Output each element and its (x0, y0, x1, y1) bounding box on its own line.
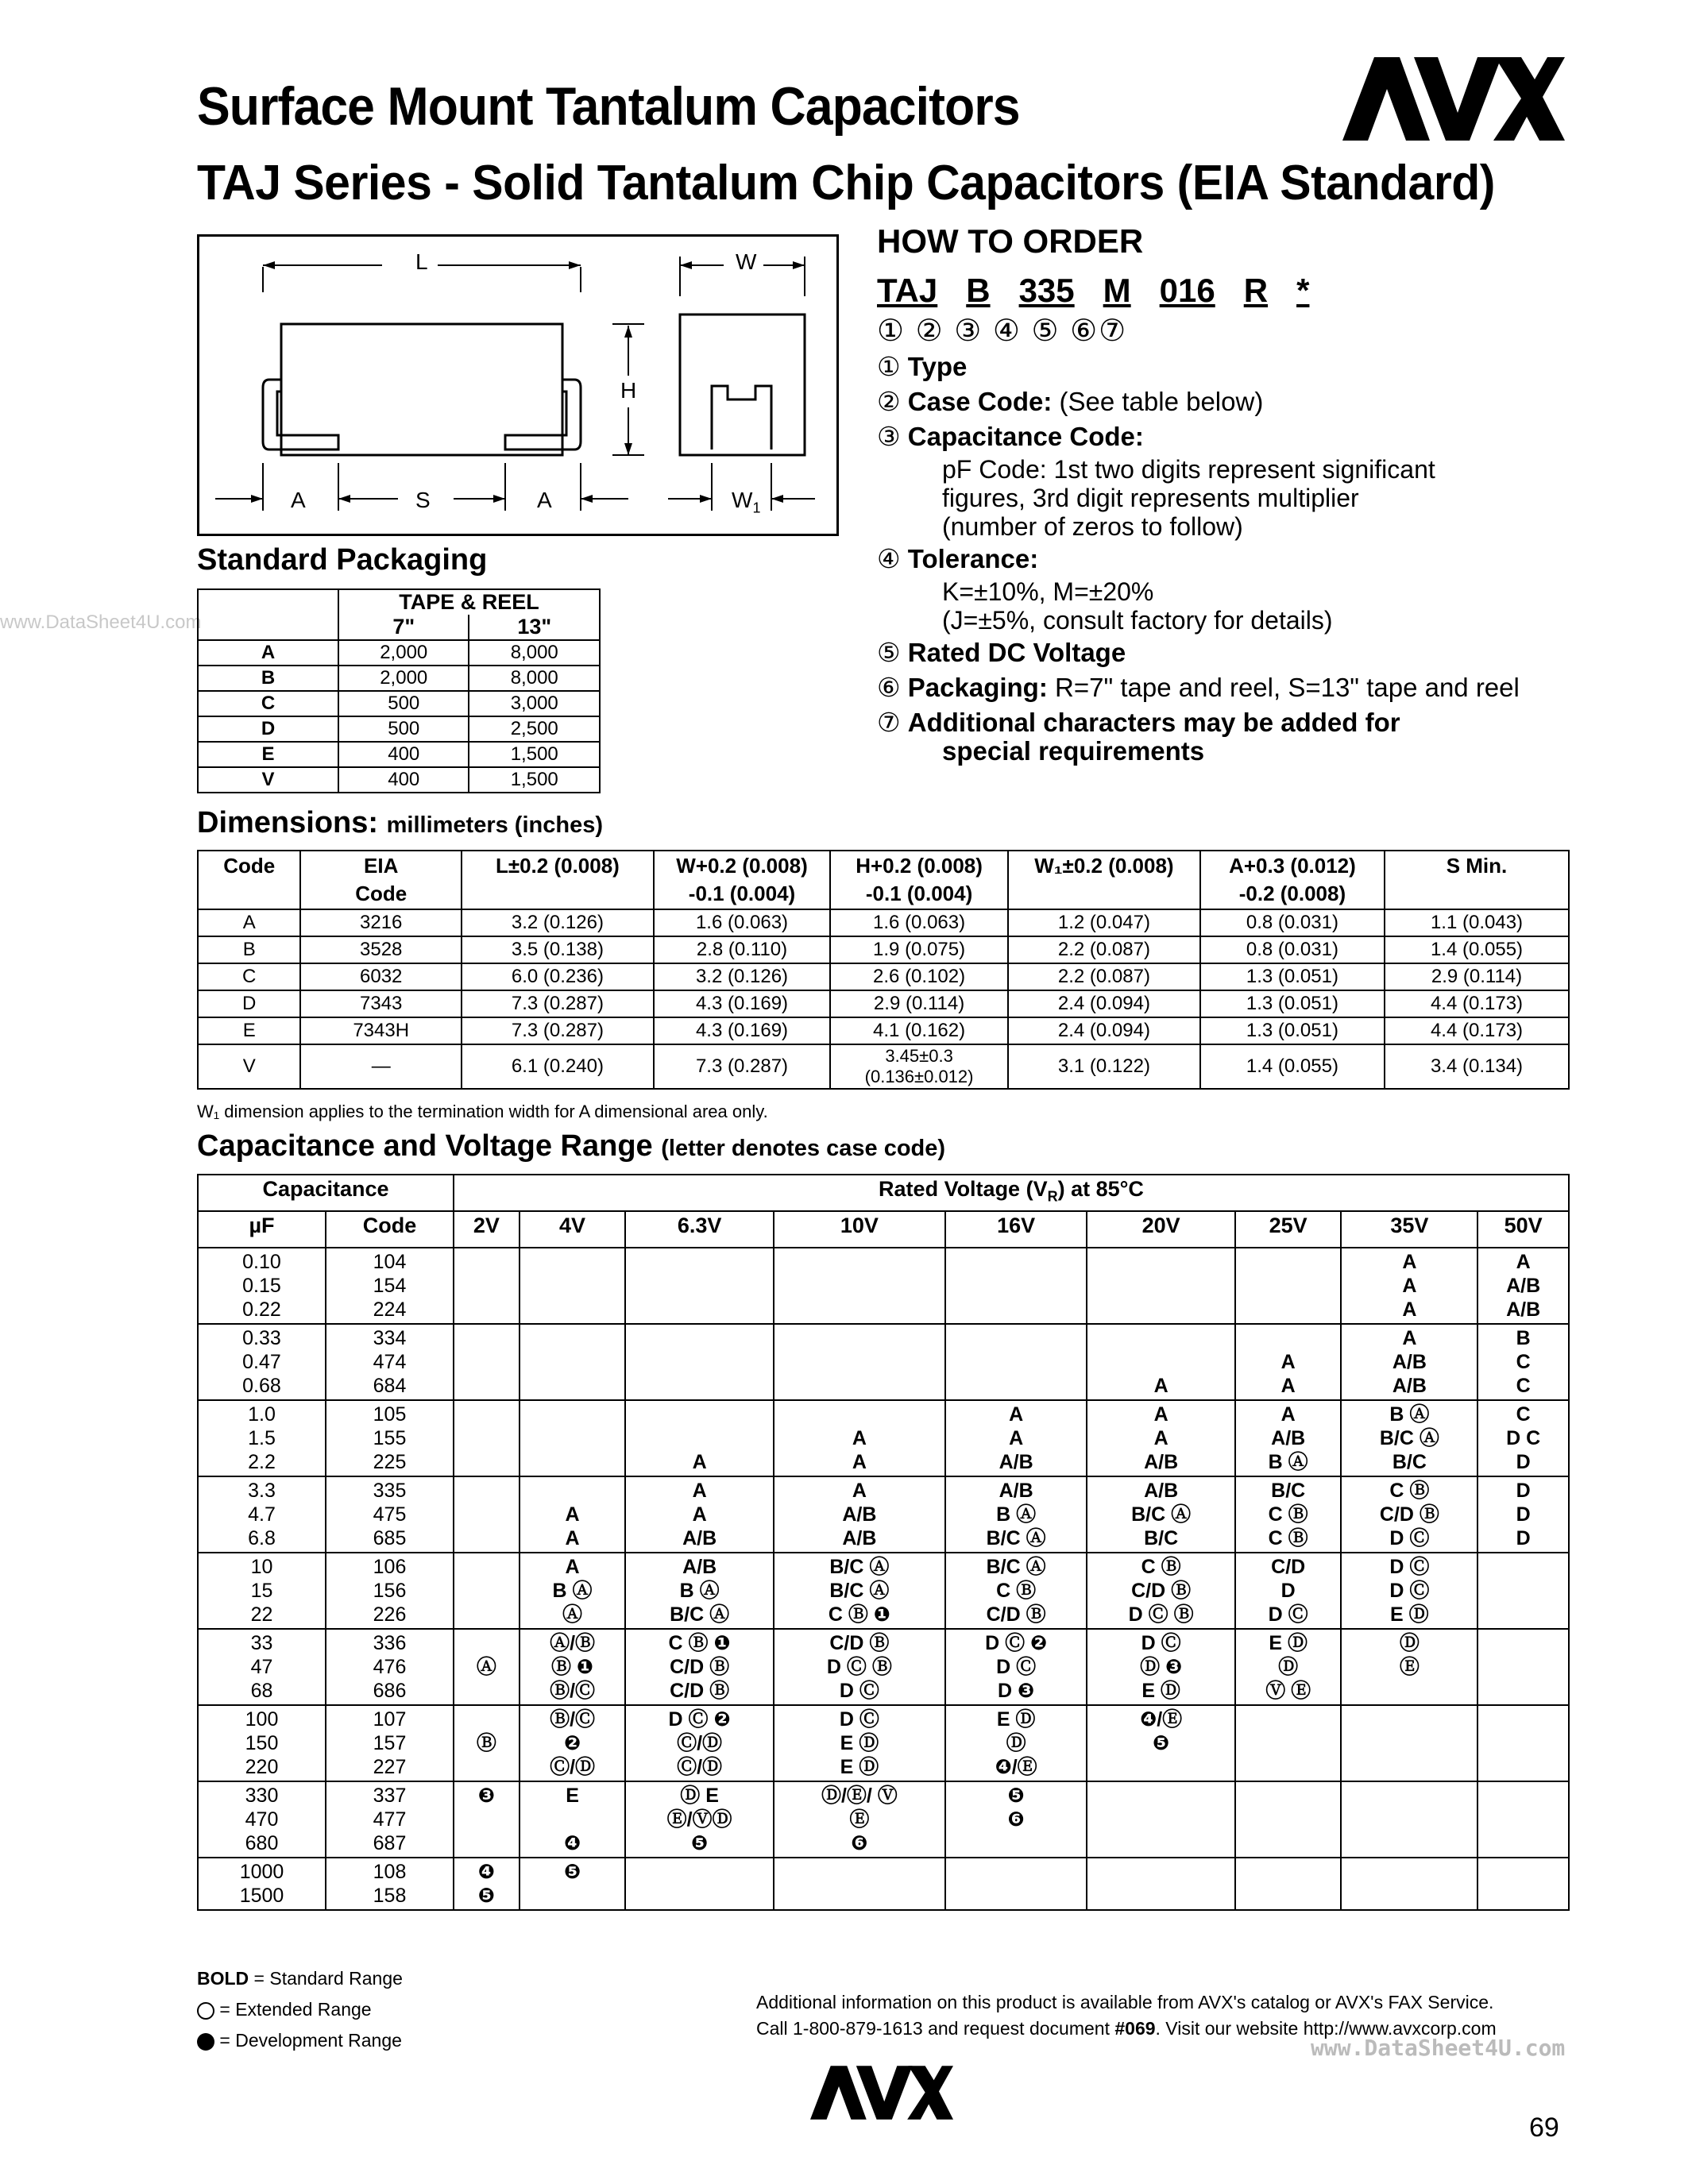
dim-cell: 2.9 (0.114) (830, 990, 1008, 1017)
col-7in: 7" (338, 615, 469, 640)
order-item: ① Type (877, 352, 968, 381)
dim-header: W+0.2 (0.008) -0.1 (0.004) (654, 851, 830, 909)
case-code-cell (945, 1858, 1087, 1910)
dim-cell: 3.45±0.3 (0.136±0.012) (830, 1044, 1008, 1089)
dim-cell: 1.6 (0.063) (654, 909, 830, 936)
case-code-cell: A/B B Ⓐ B/C Ⓐ (625, 1553, 774, 1629)
order-code-example (877, 272, 1576, 310)
uf-header: µF (198, 1211, 326, 1248)
dim-cell: A (198, 909, 300, 936)
dim-row (198, 909, 1569, 936)
avx-logo (1342, 57, 1565, 141)
dim-cell: 1.4 (0.055) (1385, 936, 1569, 963)
uf-values: 0.33 0.47 0.68 (198, 1324, 326, 1400)
case-code-cell (520, 1248, 626, 1324)
uf-values: 1000 1500 (198, 1858, 326, 1910)
dim-row (198, 990, 1569, 1017)
filled-circle-icon (197, 2033, 214, 2051)
dim-cell: 7.3 (0.287) (462, 990, 654, 1017)
dim-row (198, 963, 1569, 990)
case-code-cell: D D D (1477, 1476, 1569, 1553)
voltage-header: 6.3V (625, 1211, 774, 1248)
uf-values: 100 150 220 (198, 1705, 326, 1781)
case-code-cell: A A (1235, 1324, 1342, 1400)
case-code-cell: C Ⓑ ❶ C/D Ⓑ C/D Ⓑ (625, 1629, 774, 1705)
dim-cell: V (198, 1044, 300, 1089)
dim-cell: 2.4 (0.094) (1008, 1017, 1200, 1044)
voltage-header: 20V (1087, 1211, 1235, 1248)
qty-7in: 2,000 (338, 666, 469, 691)
tolerance-desc: K=±10%, M=±20% (J=±5%, consult factory for details) (942, 577, 1333, 635)
qty-13in: 1,500 (469, 742, 600, 767)
case-code-cell: A/B B Ⓐ B/C Ⓐ (945, 1476, 1087, 1553)
case-code-cell: A (1087, 1324, 1235, 1400)
dim-header: L±0.2 (0.008) (462, 851, 654, 909)
voltage-header: 35V (1341, 1211, 1477, 1248)
case-code-cell (1477, 1705, 1569, 1781)
case-code-cell (454, 1553, 520, 1629)
case-code-cell: Ⓑ/Ⓒ ❷ Ⓒ/Ⓓ (520, 1705, 626, 1781)
dim-header: Code (198, 851, 300, 909)
case-code-cell (1235, 1781, 1342, 1858)
dim-cell: E (198, 1017, 300, 1044)
order-item: ③ Capacitance Code: (877, 422, 1144, 451)
case-code-cell (625, 1248, 774, 1324)
capacitance-group-row (198, 1553, 1569, 1629)
case-code-cell (1477, 1858, 1569, 1910)
case-code: C (198, 691, 338, 716)
dim-cell: 2.2 (0.087) (1008, 963, 1200, 990)
case-code: B (198, 666, 338, 691)
case-code-cell (454, 1248, 520, 1324)
dim-cell: 7.3 (0.287) (462, 1017, 654, 1044)
case-code-cell: A A/B A/B (1477, 1248, 1569, 1324)
case-code-cell: B C C (1477, 1324, 1569, 1400)
case-code-cell: D Ⓒ D Ⓒ E Ⓓ (1341, 1553, 1477, 1629)
packaging-row (198, 666, 600, 691)
dim-cell: 4.4 (0.173) (1385, 990, 1569, 1017)
dim-cell: 3.2 (0.126) (654, 963, 830, 990)
case-code-cell (1341, 1705, 1477, 1781)
capacitance-group-row (198, 1705, 1569, 1781)
dim-header: W₁±0.2 (0.008) (1008, 851, 1200, 909)
case-code-cell: B Ⓐ B/C Ⓐ B/C (1341, 1400, 1477, 1476)
dim-cell: 3.1 (0.122) (1008, 1044, 1200, 1089)
packaging-row (198, 691, 600, 716)
dim-header: H+0.2 (0.008) -0.1 (0.004) (830, 851, 1008, 909)
dimensions-table (197, 850, 1570, 1090)
case-code-cell (1235, 1248, 1342, 1324)
case-code-cell (945, 1324, 1087, 1400)
case-code-cell (1087, 1781, 1235, 1858)
packaging-row (198, 716, 600, 742)
voltage-header: 4V (520, 1211, 626, 1248)
uf-values: 0.10 0.15 0.22 (198, 1248, 326, 1324)
watermark-bottom: www.DataSheet4U.com (1311, 2035, 1566, 2061)
case-code-cell: A B Ⓐ Ⓐ (520, 1553, 626, 1629)
qty-7in: 400 (338, 767, 469, 793)
voltage-header: 16V (945, 1211, 1087, 1248)
case-code-cell: Ⓐ/Ⓑ Ⓑ ❶ Ⓑ/Ⓒ (520, 1629, 626, 1705)
dim-label-a2: A (537, 488, 552, 512)
legend-bold: BOLD = Standard Range (197, 1968, 403, 1989)
qty-13in: 2,500 (469, 716, 600, 742)
case-code-cell: ❹/Ⓔ ❺ (1087, 1705, 1235, 1781)
case-code-cell: A A (774, 1400, 945, 1476)
case-code-cell: A A A/B (945, 1400, 1087, 1476)
dim-cell: 3.5 (0.138) (462, 936, 654, 963)
case-code-cell (1235, 1705, 1342, 1781)
open-circle-icon (197, 2002, 214, 2020)
code-values: 334 474 684 (326, 1324, 454, 1400)
case-code-cell: D Ⓒ ❷ D Ⓒ D ❸ (945, 1629, 1087, 1705)
packaging-row (198, 767, 600, 793)
case-code-cell: A A A/B (1087, 1400, 1235, 1476)
rated-voltage-header: Rated Voltage $(V_R)$ at 85°C (454, 1175, 1569, 1211)
dim-cell: 3528 (300, 936, 462, 963)
case-code-cell (625, 1858, 774, 1910)
qty-13in: 8,000 (469, 640, 600, 666)
case-code-cell (520, 1400, 626, 1476)
order-code-part: 016 (1159, 272, 1215, 309)
capacitance-header: Capacitance (198, 1175, 454, 1211)
code-values: 107 157 227 (326, 1705, 454, 1781)
dim-label-s: S (415, 488, 431, 512)
code-values: 336 476 686 (326, 1629, 454, 1705)
uf-values: 3.3 4.7 6.8 (198, 1476, 326, 1553)
case-code-cell: Ⓑ (454, 1705, 520, 1781)
case-code-cell: B/C Ⓐ B/C Ⓐ C Ⓑ ❶ (774, 1553, 945, 1629)
how-to-order-heading: HOW TO ORDER (877, 222, 1144, 260)
voltage-header: 50V (1477, 1211, 1569, 1248)
page-number: 69 (1529, 2113, 1559, 2143)
uf-values: 33 47 68 (198, 1629, 326, 1705)
qty-7in: 500 (338, 691, 469, 716)
case-code-cell (454, 1400, 520, 1476)
dim-label-w1: $W_1$ (732, 488, 761, 516)
dim-cell: 6.0 (0.236) (462, 963, 654, 990)
dim-header: A+0.3 (0.012) -0.2 (0.008) (1200, 851, 1385, 909)
case-code-cell (1235, 1858, 1342, 1910)
qty-13in: 1,500 (469, 767, 600, 793)
dim-cell: 1.2 (0.047) (1008, 909, 1200, 936)
packaging-table (197, 588, 601, 793)
dim-cell: 1.1 (0.043) (1385, 909, 1569, 936)
case-code: V (198, 767, 338, 793)
qty-7in: 2,000 (338, 640, 469, 666)
case-code-cell (520, 1324, 626, 1400)
case-code-cell (774, 1248, 945, 1324)
case-code-cell (454, 1324, 520, 1400)
dimensions-heading: Dimensions: millimeters (inches) (197, 806, 603, 839)
order-code-part: 335 (1018, 272, 1075, 309)
code-values: 335 475 685 (326, 1476, 454, 1553)
dim-header: S Min. (1385, 851, 1569, 909)
case-code-cell (1477, 1629, 1569, 1705)
code-values: 337 477 687 (326, 1781, 454, 1858)
order-item: ② Case Code: (See table below) (877, 387, 1264, 416)
dim-cell: 0.8 (0.031) (1200, 936, 1385, 963)
dim-cell: 1.3 (0.051) (1200, 1017, 1385, 1044)
order-code-part: TAJ (877, 272, 938, 309)
case-code-cell: ❺ ❻ (945, 1781, 1087, 1858)
dim-cell: 2.9 (0.114) (1385, 963, 1569, 990)
tape-reel-header: TAPE & REEL (338, 589, 600, 615)
legend-extended: = Extended Range (197, 1994, 403, 2025)
dim-label-h: H (620, 378, 637, 403)
case-code-cell: C/D Ⓑ D Ⓒ Ⓑ D Ⓒ (774, 1629, 945, 1705)
dim-label-l: L (415, 249, 428, 274)
dim-cell: 1.3 (0.051) (1200, 963, 1385, 990)
dim-cell: B (198, 936, 300, 963)
dim-cell: 3.4 (0.134) (1385, 1044, 1569, 1089)
page-title: Surface Mount Tantalum Capacitors (197, 76, 1020, 137)
qty-13in: 3,000 (469, 691, 600, 716)
capacitance-group-row (198, 1858, 1569, 1910)
order-code-part: M (1103, 272, 1131, 309)
order-item: ⑤ Rated DC Voltage (877, 638, 1126, 667)
dim-cell: 7343 (300, 990, 462, 1017)
capacitance-group-row (198, 1324, 1569, 1400)
capacitance-group-row (198, 1476, 1569, 1553)
dim-cell: 2.8 (0.110) (654, 936, 830, 963)
dim-cell: 4.1 (0.162) (830, 1017, 1008, 1044)
case-code-cell (1341, 1858, 1477, 1910)
legend-development: = Development Range (197, 2025, 403, 2056)
capacitance-group-row (198, 1781, 1569, 1858)
dim-row (198, 936, 1569, 963)
order-code-numbers: ① ② ③ ④ ⑤ ⑥⑦ (877, 314, 1128, 348)
dim-cell: 4.4 (0.173) (1385, 1017, 1569, 1044)
case-code-cell: A/B B/C Ⓐ B/C (1087, 1476, 1235, 1553)
dim-row (198, 1017, 1569, 1044)
uf-values: 1.0 1.5 2.2 (198, 1400, 326, 1476)
case-code-cell: D Ⓒ Ⓓ ❸ E Ⓓ (1087, 1629, 1235, 1705)
code-values: 108 158 (326, 1858, 454, 1910)
code-values: 105 155 225 (326, 1400, 454, 1476)
capacitance-voltage-table (197, 1174, 1570, 1911)
capacitance-group-row (198, 1629, 1569, 1705)
dim-cell: 1.6 (0.063) (830, 909, 1008, 936)
case-code-cell: A A A/B (625, 1476, 774, 1553)
case-code-cell: D Ⓒ ❷ Ⓒ/Ⓓ Ⓒ/Ⓓ (625, 1705, 774, 1781)
voltage-header: 10V (774, 1211, 945, 1248)
case-code: A (198, 640, 338, 666)
order-item: ⑦ Additional characters may be added for (877, 708, 1400, 737)
dim-cell: 0.8 (0.031) (1200, 909, 1385, 936)
dim-label-a1: A (291, 488, 306, 512)
dim-cell: 6.1 (0.240) (462, 1044, 654, 1089)
dim-cell: 1.9 (0.075) (830, 936, 1008, 963)
qty-13in: 8,000 (469, 666, 600, 691)
case-code-cell: A A/B B Ⓐ (1235, 1400, 1342, 1476)
capacitance-group-row (198, 1248, 1569, 1324)
voltage-header: 25V (1235, 1211, 1342, 1248)
case-code-cell: ❺ (520, 1858, 626, 1910)
dim-cell: 1.4 (0.055) (1200, 1044, 1385, 1089)
code-header: Code (326, 1211, 454, 1248)
order-code-part: * (1296, 272, 1310, 309)
how-to-order (877, 222, 1576, 768)
code-values: 106 156 226 (326, 1553, 454, 1629)
case-code: E (198, 742, 338, 767)
case-code-cell: C D C D (1477, 1400, 1569, 1476)
qty-7in: 400 (338, 742, 469, 767)
case-code-cell: B/C C Ⓑ C Ⓑ (1235, 1476, 1342, 1553)
special-requirements: special requirements (942, 736, 1205, 766)
dim-cell: 7343H (300, 1017, 462, 1044)
qty-7in: 500 (338, 716, 469, 742)
case-code-cell: A (625, 1400, 774, 1476)
dim-cell: 1.3 (0.051) (1200, 990, 1385, 1017)
case-code-cell: E Ⓓ Ⓓ ❹/Ⓔ (945, 1705, 1087, 1781)
page-subtitle: TAJ Series - Solid Tantalum Chip Capacitors (EIA Standard) (197, 156, 1495, 210)
case-code-cell: A A/B A/B (1341, 1324, 1477, 1400)
case-code-cell: Ⓐ (454, 1629, 520, 1705)
case-code-cell (1477, 1781, 1569, 1858)
case-code-cell: A A (520, 1476, 626, 1553)
case-code-cell (945, 1248, 1087, 1324)
capacitor-dimension-diagram (197, 234, 839, 536)
dim-cell: D (198, 990, 300, 1017)
capacitance-group-row (198, 1400, 1569, 1476)
dim-cell: 7.3 (0.287) (654, 1044, 830, 1089)
dim-cell: 3.2 (0.126) (462, 909, 654, 936)
dim-cell: 2.4 (0.094) (1008, 990, 1200, 1017)
case-code-cell (625, 1324, 774, 1400)
dim-row (198, 1044, 1569, 1089)
order-code-part: R (1243, 272, 1269, 309)
order-item: ④ Tolerance: (877, 544, 1039, 573)
packaging-row (198, 640, 600, 666)
code-values: 104 154 224 (326, 1248, 454, 1324)
case-code-cell: A A A (1341, 1248, 1477, 1324)
case-code-cell (774, 1858, 945, 1910)
case-code-cell (1477, 1553, 1569, 1629)
footer-info: Additional information on this product is available from AVX's catalog or AVX's FAX Service. Call 1-800-879-1613 and request document #069. Visit our website http://www.avxcorp.com (756, 1992, 1497, 2039)
order-code-part: B (966, 272, 991, 309)
case-code-cell: Ⓓ Ⓔ (1341, 1629, 1477, 1705)
dim-cell: 2.6 (0.102) (830, 963, 1008, 990)
col-13in: 13" (469, 615, 600, 640)
case-code-cell: B/C Ⓐ C Ⓑ C/D Ⓑ (945, 1553, 1087, 1629)
capacitance-code-desc: pF Code: 1st two digits represent significant figures, 3rd digit represents multiplier (number of zeros to follow) (942, 455, 1435, 541)
voltage-header: 2V (454, 1211, 520, 1248)
dim-cell: 4.3 (0.169) (654, 1017, 830, 1044)
uf-values: 330 470 680 (198, 1781, 326, 1858)
dim-header: EIA Code (300, 851, 462, 909)
case-code-cell (1087, 1858, 1235, 1910)
case-code-cell: C/D D D Ⓒ (1235, 1553, 1342, 1629)
avx-logo-footer (810, 2065, 953, 2120)
uf-values: 10 15 22 (198, 1553, 326, 1629)
packaging-heading: Standard Packaging (197, 543, 488, 577)
packaging-row (198, 742, 600, 767)
capacitance-heading: Capacitance and Voltage Range (letter denotes case code) (197, 1129, 946, 1163)
legend (197, 1963, 403, 2056)
case-code-cell: C Ⓑ C/D Ⓑ D Ⓒ (1341, 1476, 1477, 1553)
case-code-cell: D Ⓒ E Ⓓ E Ⓓ (774, 1705, 945, 1781)
case-code-cell: ❹ ❺ (454, 1858, 520, 1910)
w1-note: W₁ dimension applies to the termination width for A dimensional area only. (197, 1102, 768, 1121)
case-code-cell: Ⓓ E Ⓔ/ⓋⒹ ❺ (625, 1781, 774, 1858)
order-item: ⑥ Packaging: R=7" tape and reel, S=13" tape and reel (877, 673, 1520, 702)
dim-cell: 4.3 (0.169) (654, 990, 830, 1017)
watermark-left: www.DataSheet4U.com (0, 612, 202, 633)
case-code-cell: ❸ (454, 1781, 520, 1858)
case-code-cell: C Ⓑ C/D Ⓑ D Ⓒ Ⓑ (1087, 1553, 1235, 1629)
dim-cell: 2.2 (0.087) (1008, 936, 1200, 963)
case-code-cell: E Ⓓ Ⓓ Ⓥ Ⓔ (1235, 1629, 1342, 1705)
case-code-cell (1087, 1248, 1235, 1324)
dim-cell: 6032 (300, 963, 462, 990)
dim-cell: C (198, 963, 300, 990)
case-code-cell: A A/B A/B (774, 1476, 945, 1553)
case-code-cell (774, 1324, 945, 1400)
dim-cell: 3216 (300, 909, 462, 936)
case-code-cell (1341, 1781, 1477, 1858)
case-code-cell (454, 1476, 520, 1553)
dim-label-w: W (736, 249, 757, 274)
case-code-cell: Ⓓ/Ⓔ/ Ⓥ Ⓔ ❻ (774, 1781, 945, 1858)
dim-cell: — (300, 1044, 462, 1089)
case-code-cell: E ❹ (520, 1781, 626, 1858)
case-code: D (198, 716, 338, 742)
